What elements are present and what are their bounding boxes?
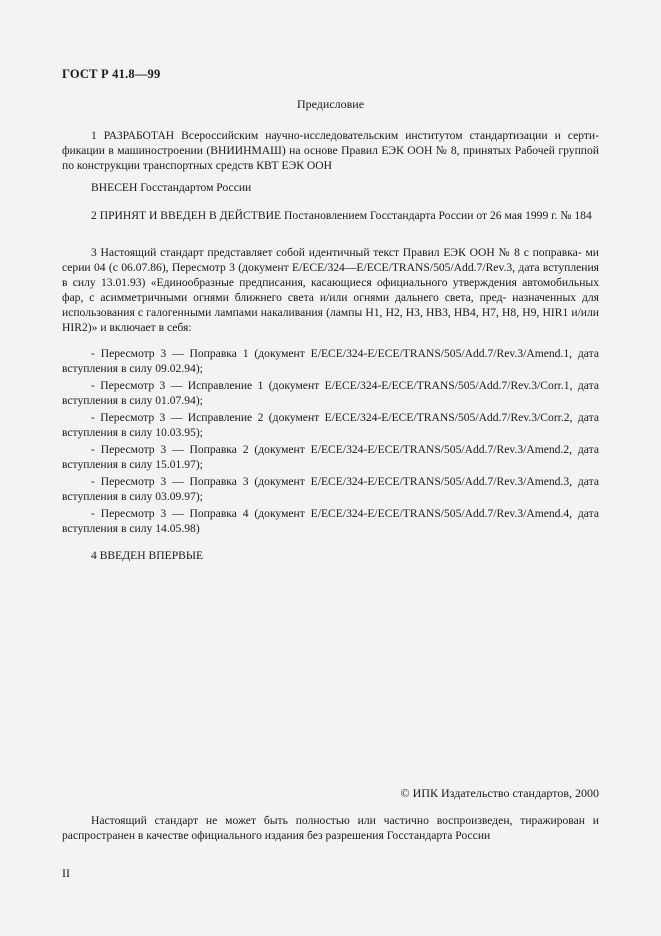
- page-number: II: [62, 866, 70, 880]
- section-1-developed-by: 1 РАЗРАБОТАН Всероссийским научно-исследовательским институтом стандартизации и серти- фикации в машиностроении (ВНИИНМАШ) на основе Правил ЕЭК ООН № 8, принятых Рабочей группой по конструкции транспортных средств КВТ ЕЭК ООН: [62, 129, 599, 172]
- list-item: - Пересмотр 3 — Исправление 2 (документ E/ECE/324-E/ECE/TRANS/505/Add.7/Rev.3/Corr.2, дата вступления в силу 10.03.95);: [62, 411, 599, 439]
- section-introduced-by: ВНЕСЕН Госстандартом России: [91, 181, 252, 194]
- reproduction-notice: Настоящий стандарт не может быть полностью или частично воспроизведен, тиражирован и распространен в качестве официального издания без разрешения Госстандарта России: [62, 814, 599, 842]
- section-2-adopted: 2 ПРИНЯТ И ВВЕДЕН В ДЕЙСТВИЕ Постановлением Госстандарта России от 26 мая 1999 г. № 184: [91, 209, 592, 222]
- list-item: - Пересмотр 3 — Поправка 4 (документ E/ECE/324-E/ECE/TRANS/505/Add.7/Rev.3/Amend.4, дата вступления в силу 14.05.98): [62, 507, 599, 535]
- section-3-identical-text: 3 Настоящий стандарт представляет собой идентичный текст Правил ЕЭК ООН № 8 с поправка- ми серии 04 (с 06.07.86), Пересмотр 3 (документ E/ECE/324—E/ECE/TRANS/505/Add.7/Rev.3, дата вступления в силу 13.01.93) «Единообразные предписания, касающиеся официального утверждения автомобильных фар, с асимметричными огнями ближнего света и/или огнями дальнего света, пред- назначенных для использования с галогенными лампами накаливания (лампы H1, H2, H3, HB3, HB4, H7, H8, H9, HIR1 и/или HIR2)» и включает в себя:: [62, 246, 599, 334]
- section-4-first-introduced: 4 ВВЕДЕН ВПЕРВЫЕ: [91, 549, 204, 562]
- list-item: - Пересмотр 3 — Поправка 3 (документ E/ECE/324-E/ECE/TRANS/505/Add.7/Rev.3/Amend.3, дата вступления в силу 03.09.97);: [62, 475, 599, 503]
- copyright-notice: © ИПК Издательство стандартов, 2000: [400, 786, 599, 800]
- list-item: - Пересмотр 3 — Поправка 1 (документ E/ECE/324-E/ECE/TRANS/505/Add.7/Rev.3/Amend.1, дата вступления в силу 09.02.94);: [62, 347, 599, 375]
- list-item: - Пересмотр 3 — Поправка 2 (документ E/ECE/324-E/ECE/TRANS/505/Add.7/Rev.3/Amend.2, дата вступления в силу 15.01.97);: [62, 443, 599, 471]
- list-item: - Пересмотр 3 — Исправление 1 (документ E/ECE/324-E/ECE/TRANS/505/Add.7/Rev.3/Corr.1, дата вступления в силу 01.07.94);: [62, 379, 599, 407]
- document-id-header: ГОСТ Р 41.8—99: [62, 67, 161, 81]
- page-title: Предисловие: [296, 97, 365, 111]
